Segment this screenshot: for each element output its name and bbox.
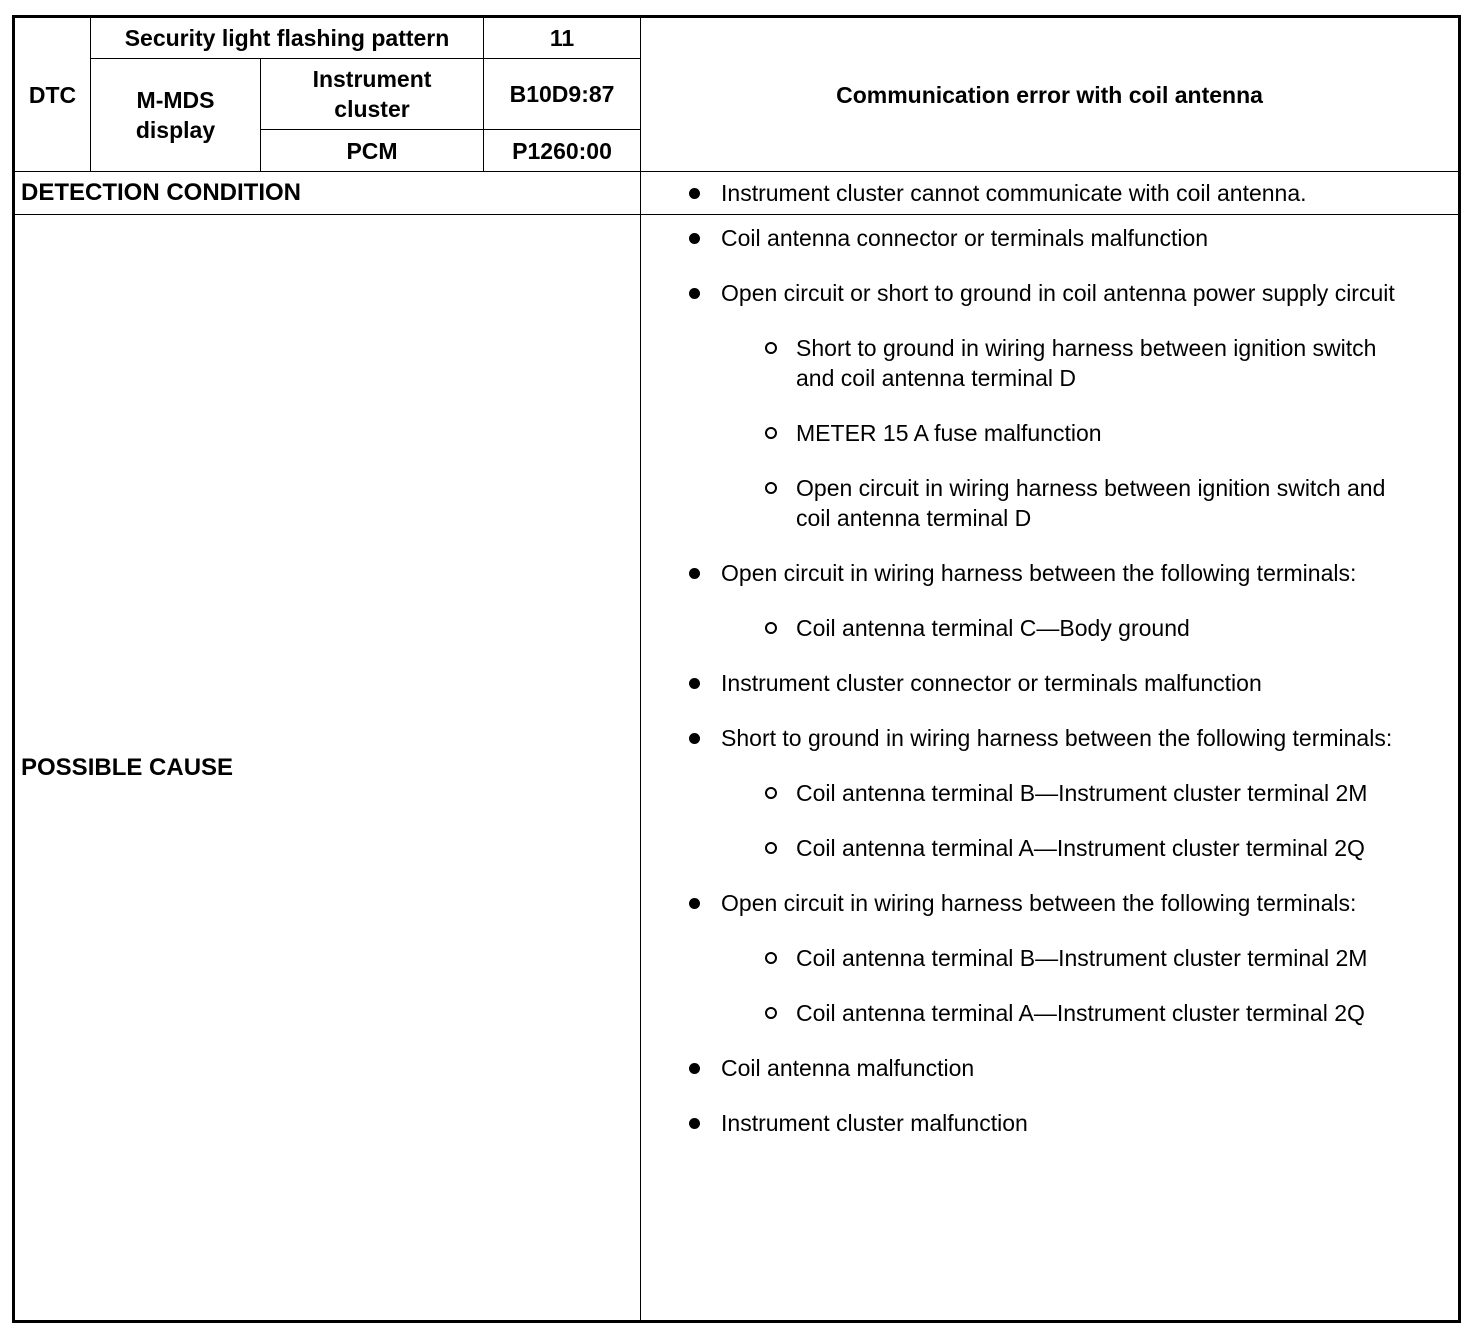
detection-condition-list xyxy=(641,178,1458,208)
sub-list-item xyxy=(641,833,1458,863)
list-item-text: Open circuit in wiring harness between the following terminals: xyxy=(721,560,1357,586)
list-item xyxy=(641,668,1458,698)
list-item xyxy=(641,178,1458,208)
list-item xyxy=(641,1053,1458,1083)
instrument-cluster-label xyxy=(261,59,484,130)
sub-list xyxy=(641,778,1458,863)
hollow-bullet-icon xyxy=(765,427,777,439)
list-item-text: Short to ground in wiring harness between the following terminals: xyxy=(721,725,1393,751)
bullet-icon xyxy=(689,233,700,244)
bullet-icon xyxy=(689,678,700,689)
bullet-icon xyxy=(689,568,700,579)
bullet-icon xyxy=(689,898,700,909)
sub-list-wrapper xyxy=(641,778,1458,863)
list-item xyxy=(641,1108,1458,1138)
hollow-bullet-icon xyxy=(765,1007,777,1019)
sub-list-item xyxy=(641,418,1458,448)
sub-list-item xyxy=(641,998,1458,1028)
sub-list-item xyxy=(641,473,1458,533)
sub-list-item xyxy=(641,333,1458,393)
sub-list-item-text: Coil antenna terminal C—Body ground xyxy=(796,615,1190,641)
sub-list xyxy=(641,333,1458,533)
sub-list xyxy=(641,613,1458,643)
dtc-title: Communication error with coil antenna xyxy=(641,17,1460,172)
pcm-value: P1260:00 xyxy=(484,130,641,172)
detection-condition-label: DETECTION CONDITION xyxy=(14,172,641,215)
hollow-bullet-icon xyxy=(765,342,777,354)
sub-list-wrapper xyxy=(641,333,1458,533)
instrument-cluster-value: B10D9:87 xyxy=(484,59,641,130)
sub-list-item-text: METER 15 A fuse malfunction xyxy=(796,420,1102,446)
list-item xyxy=(641,723,1458,753)
bullet-icon xyxy=(689,733,700,744)
sub-list-item xyxy=(641,778,1458,808)
sub-list-wrapper xyxy=(641,943,1458,1028)
list-item-text: Instrument cluster malfunction xyxy=(721,1110,1028,1136)
list-item-text: Instrument cluster cannot communicate with coil antenna. xyxy=(721,180,1307,206)
instrument-cluster-text: Instrument cluster xyxy=(312,66,432,122)
sub-list-item-text: Coil antenna terminal B—Instrument cluster terminal 2M xyxy=(796,780,1368,806)
sub-list xyxy=(641,943,1458,1028)
security-light-value: 11 xyxy=(484,17,641,59)
hollow-bullet-icon xyxy=(765,482,777,494)
list-item-text: Open circuit in wiring harness between the following terminals: xyxy=(721,890,1357,916)
bullet-icon xyxy=(689,288,700,299)
bullet-icon xyxy=(689,1118,700,1129)
security-light-label: Security light flashing pattern xyxy=(91,17,484,59)
hollow-bullet-icon xyxy=(765,622,777,634)
bullet-icon xyxy=(689,1063,700,1074)
hollow-bullet-icon xyxy=(765,787,777,799)
hollow-bullet-icon xyxy=(765,842,777,854)
sub-list-item xyxy=(641,613,1458,643)
list-item xyxy=(641,558,1458,588)
list-item-text: Coil antenna malfunction xyxy=(721,1055,975,1081)
dtc-label: DTC xyxy=(14,17,91,172)
hollow-bullet-icon xyxy=(765,952,777,964)
sub-list-item-text: Coil antenna terminal A—Instrument cluster terminal 2Q xyxy=(796,1000,1365,1026)
mmds-display-text: M-MDS display xyxy=(135,87,216,143)
mmds-display-label xyxy=(91,59,261,172)
sub-list-item-text: Coil antenna terminal B—Instrument cluster terminal 2M xyxy=(796,945,1368,971)
list-item xyxy=(641,278,1458,308)
list-item-text: Coil antenna connector or terminals malfunction xyxy=(721,225,1209,251)
detection-condition-cell xyxy=(641,172,1460,215)
list-item-text: Open circuit or short to ground in coil antenna power supply circuit xyxy=(721,280,1395,306)
bullet-icon xyxy=(689,188,700,199)
dtc-table xyxy=(12,15,1461,1323)
sub-list-item-text: Short to ground in wiring harness between ignition switch and coil antenna terminal D xyxy=(796,335,1377,391)
sub-list-item-text: Open circuit in wiring harness between ignition switch and coil antenna terminal D xyxy=(796,475,1386,531)
list-item xyxy=(641,888,1458,918)
pcm-label: PCM xyxy=(261,130,484,172)
sub-list-wrapper xyxy=(641,613,1458,643)
sub-list-item-text: Coil antenna terminal A—Instrument cluster terminal 2Q xyxy=(796,835,1365,861)
possible-cause-label: POSSIBLE CAUSE xyxy=(14,215,641,1322)
possible-cause-list xyxy=(641,223,1458,1138)
list-item-text: Instrument cluster connector or terminals malfunction xyxy=(721,670,1262,696)
list-item xyxy=(641,223,1458,253)
possible-cause-cell xyxy=(641,215,1460,1322)
dtc-document xyxy=(12,15,1458,1323)
sub-list-item xyxy=(641,943,1458,973)
